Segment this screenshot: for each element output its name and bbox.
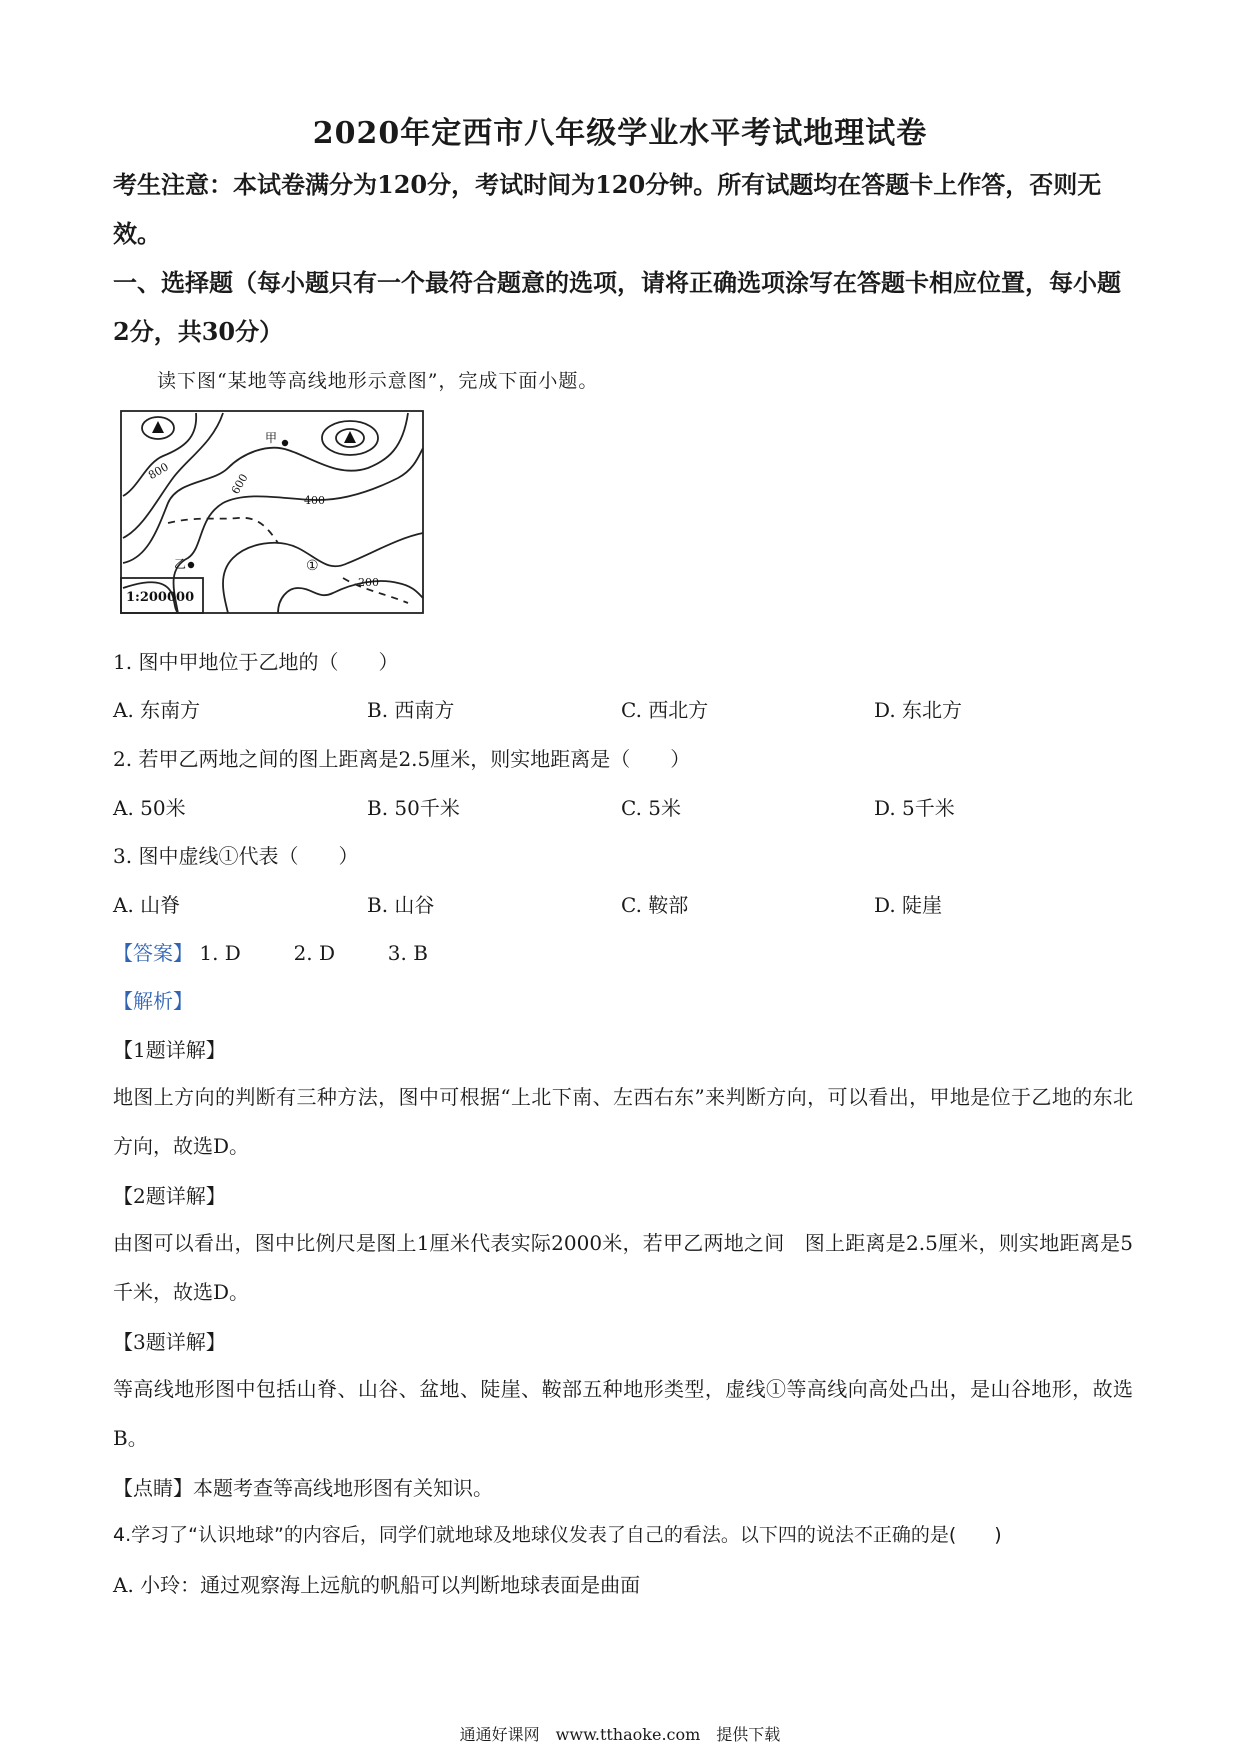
detail-1-text: 地图上方向的判断有三种方法，图中可根据“上北下南、左西右东”来判断方向，可以看出，甲地是位于乙地的东北方向，故选D。 [113, 1085, 1133, 1158]
answer-2: 2. D [293, 941, 336, 965]
page-footer: 通通好课网 www.tthaoke.com 提供下载 [459, 1725, 781, 1744]
point-yi-dot [188, 562, 194, 568]
q3-option-a: A. 山脊 [113, 893, 181, 917]
label-circle-1: ① [306, 558, 319, 574]
q1-option-a: A. 东南方 [113, 698, 201, 722]
detail-2-tag: 【2题详解】 [113, 1184, 226, 1208]
question-1-stem: 1. 图中甲地位于乙地的（ ） [113, 650, 399, 674]
contour-label-200: 200 [358, 576, 379, 589]
q2-option-b: B. 50千米 [367, 796, 460, 820]
contour-label-800: 800 [146, 460, 171, 483]
point-tag: 【点睛】 [113, 1476, 193, 1500]
detail-3-tag: 【3题详解】 [113, 1330, 226, 1354]
q2-option-c: C. 5米 [621, 796, 682, 820]
question-2-stem: 2. 若甲乙两地之间的图上距离是2.5厘米，则实地距离是（ ） [113, 747, 691, 771]
detail-3-text: 等高线地形图中包括山脊、山谷、盆地、陡崖、鞍部五种地形类型，虚线①等高线向高处凸出，是山谷地形，故选B。 [113, 1377, 1133, 1450]
question-intro: 读下图“某地等高线地形示意图”，完成下面小题。 [157, 370, 599, 392]
valley-dashed-line [168, 518, 278, 543]
contour-lower [223, 533, 423, 613]
scale-label: 1:200000 [126, 590, 195, 605]
answer-3: 3. B [387, 941, 428, 965]
q1-option-d: D. 东北方 [874, 698, 963, 722]
q2-option-a: A. 50米 [113, 796, 186, 820]
exam-notice: 考生注意：本试卷满分为120分，考试时间为120分钟。所有试题均在答题卡上作答，否则无效。 [113, 170, 1102, 248]
answer-tag: 【答案】 [113, 941, 193, 965]
contour-200 [278, 581, 423, 613]
label-yi: 乙 [174, 557, 187, 571]
point-jia-dot [282, 440, 288, 446]
page-title: 2020年定西市八年级学业水平考试地理试卷 [312, 116, 928, 151]
q3-option-b: B. 山谷 [367, 893, 435, 917]
contour-map [118, 408, 428, 618]
q1-option-b: B. 西南方 [367, 698, 455, 722]
q2-option-d: D. 5千米 [874, 796, 955, 820]
section-heading: 一、选择题（每小题只有一个最符合题意的选项，请将正确选项涂写在答题卡相应位置，每小题2分，共30分） [113, 268, 1121, 346]
point-line [113, 1472, 493, 1501]
q3-option-c: C. 鞍部 [621, 893, 689, 917]
answer-line [113, 937, 428, 966]
answer-1: 1. D [199, 941, 241, 965]
contour-label-600: 600 [228, 471, 251, 497]
q1-option-c: C. 西北方 [621, 698, 709, 722]
question-3-stem: 3. 图中虚线①代表（ ） [113, 844, 359, 868]
q4-option-a: A. 小玲：通过观察海上远航的帆船可以判断地球表面是曲面 [113, 1573, 641, 1597]
detail-2-text: 由图可以看出，图中比例尺是图上1厘米代表实际2000米，若甲乙两地之间 图上距离是2.5厘米，则实地距离是5千米，故选D。 [113, 1231, 1133, 1304]
point-text: 本题考查等高线地形图有关知识。 [193, 1476, 493, 1500]
peak-triangle-right-icon [344, 431, 356, 443]
detail-1-tag: 【1题详解】 [113, 1038, 226, 1062]
q3-option-d: D. 陡崖 [874, 893, 943, 917]
analysis-tag: 【解析】 [113, 989, 193, 1013]
question-4-stem: 4.学习了“认识地球”的内容后，同学们就地球及地球仪发表了自己的看法。以下四的说法不正确的是( ) [113, 1524, 1002, 1546]
contour-label-400: 400 [304, 494, 325, 507]
peak-triangle-left-icon [152, 421, 164, 433]
label-jia: 甲 [265, 431, 278, 445]
